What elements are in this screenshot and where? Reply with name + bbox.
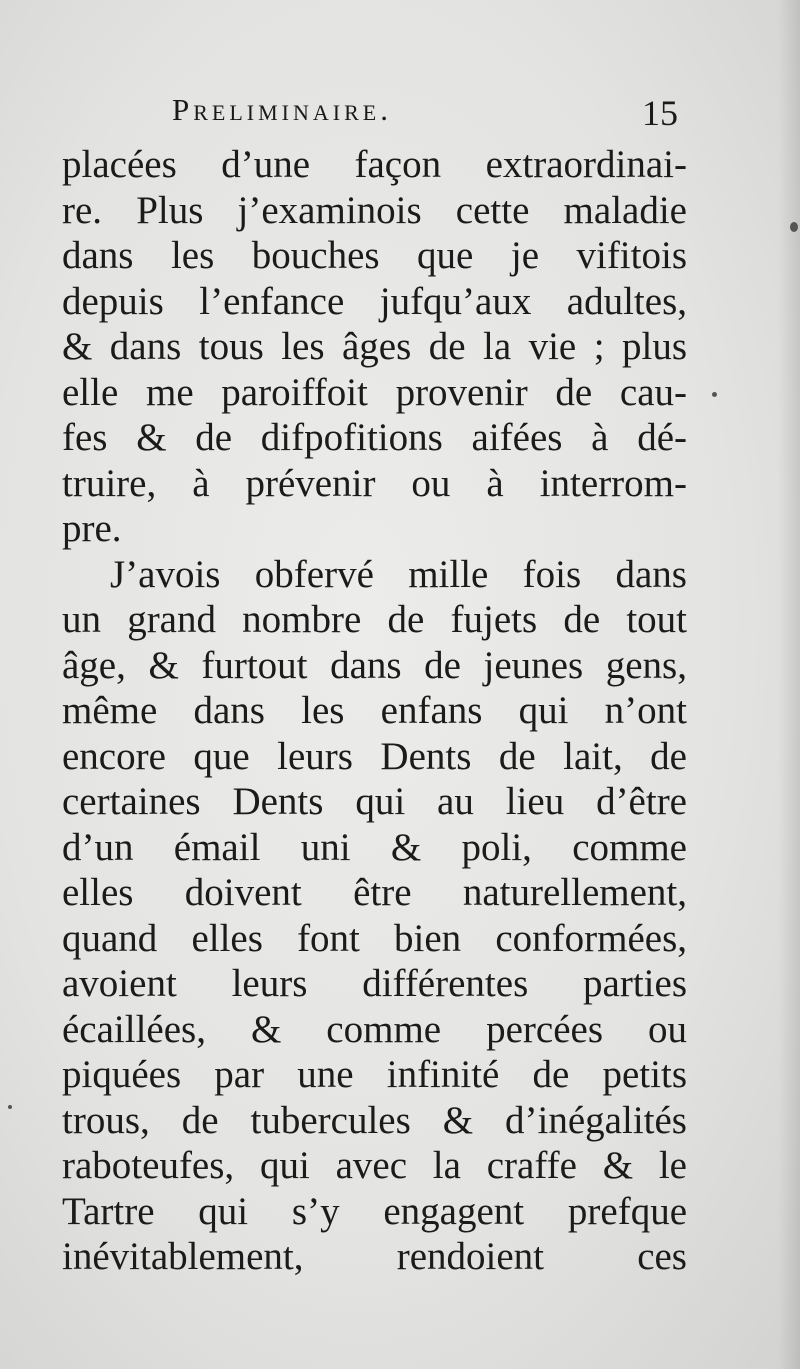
body-text (62, 142, 687, 1280)
text-line: placées d’une façon extraordinai- (62, 143, 687, 186)
text-line: un grand nombre de fujets de tout (62, 598, 687, 641)
text-line: âge, & furtout dans de jeunes gens, (62, 643, 687, 687)
text-line: Tartre qui s’y engagent prefque (62, 1189, 687, 1233)
text-line: avoient leurs différentes parties (62, 962, 687, 1005)
text-line: & dans tous les âges de la vie ; plus (62, 325, 687, 368)
text-line: écaillées, & comme percées ou (62, 1007, 687, 1051)
ink-speck (712, 392, 717, 397)
text-line: depuis l’enfance jufqu’aux adultes, (62, 279, 687, 323)
text-line: elles doivent être naturellement, (62, 871, 687, 914)
text-line: raboteufes, qui avec la craffe & le (62, 1144, 687, 1187)
text-line: inévitablement, rendoient ces (62, 1235, 687, 1278)
page-number: 15 (642, 93, 678, 133)
text-line: trous, de tubercules & d’inégalités (62, 1098, 687, 1142)
text-line: truire, à prévenir ou à interrom- (62, 461, 687, 505)
text-line: même dans les enfans qui n’ont (62, 689, 687, 732)
ink-speck (790, 222, 798, 232)
paragraph-first-line: J’avois obfervé mille fois dans (110, 552, 687, 596)
text-line: fes & de difpofitions aifées à dé- (62, 416, 687, 459)
running-head-title: Preliminaire. (172, 92, 392, 127)
text-line: piquées par une infinité de petits (62, 1053, 687, 1096)
text-line: d’un émail uni & poli, comme (62, 825, 687, 869)
text-line: dans les bouches que je vifitois (62, 234, 687, 277)
text-line: pre. (62, 507, 122, 550)
text-line: elle me paroiffoit provenir de cau- (62, 370, 687, 414)
text-line: quand elles font bien conformées, (62, 916, 687, 960)
text-line: certaines Dents qui au lieu d’être (62, 780, 687, 823)
text-line: re. Plus j’examinois cette maladie (62, 188, 687, 232)
text-line: encore que leurs Dents de lait, de (62, 734, 687, 778)
page-edge-shadow (778, 0, 800, 1369)
ink-speck (8, 1105, 12, 1109)
